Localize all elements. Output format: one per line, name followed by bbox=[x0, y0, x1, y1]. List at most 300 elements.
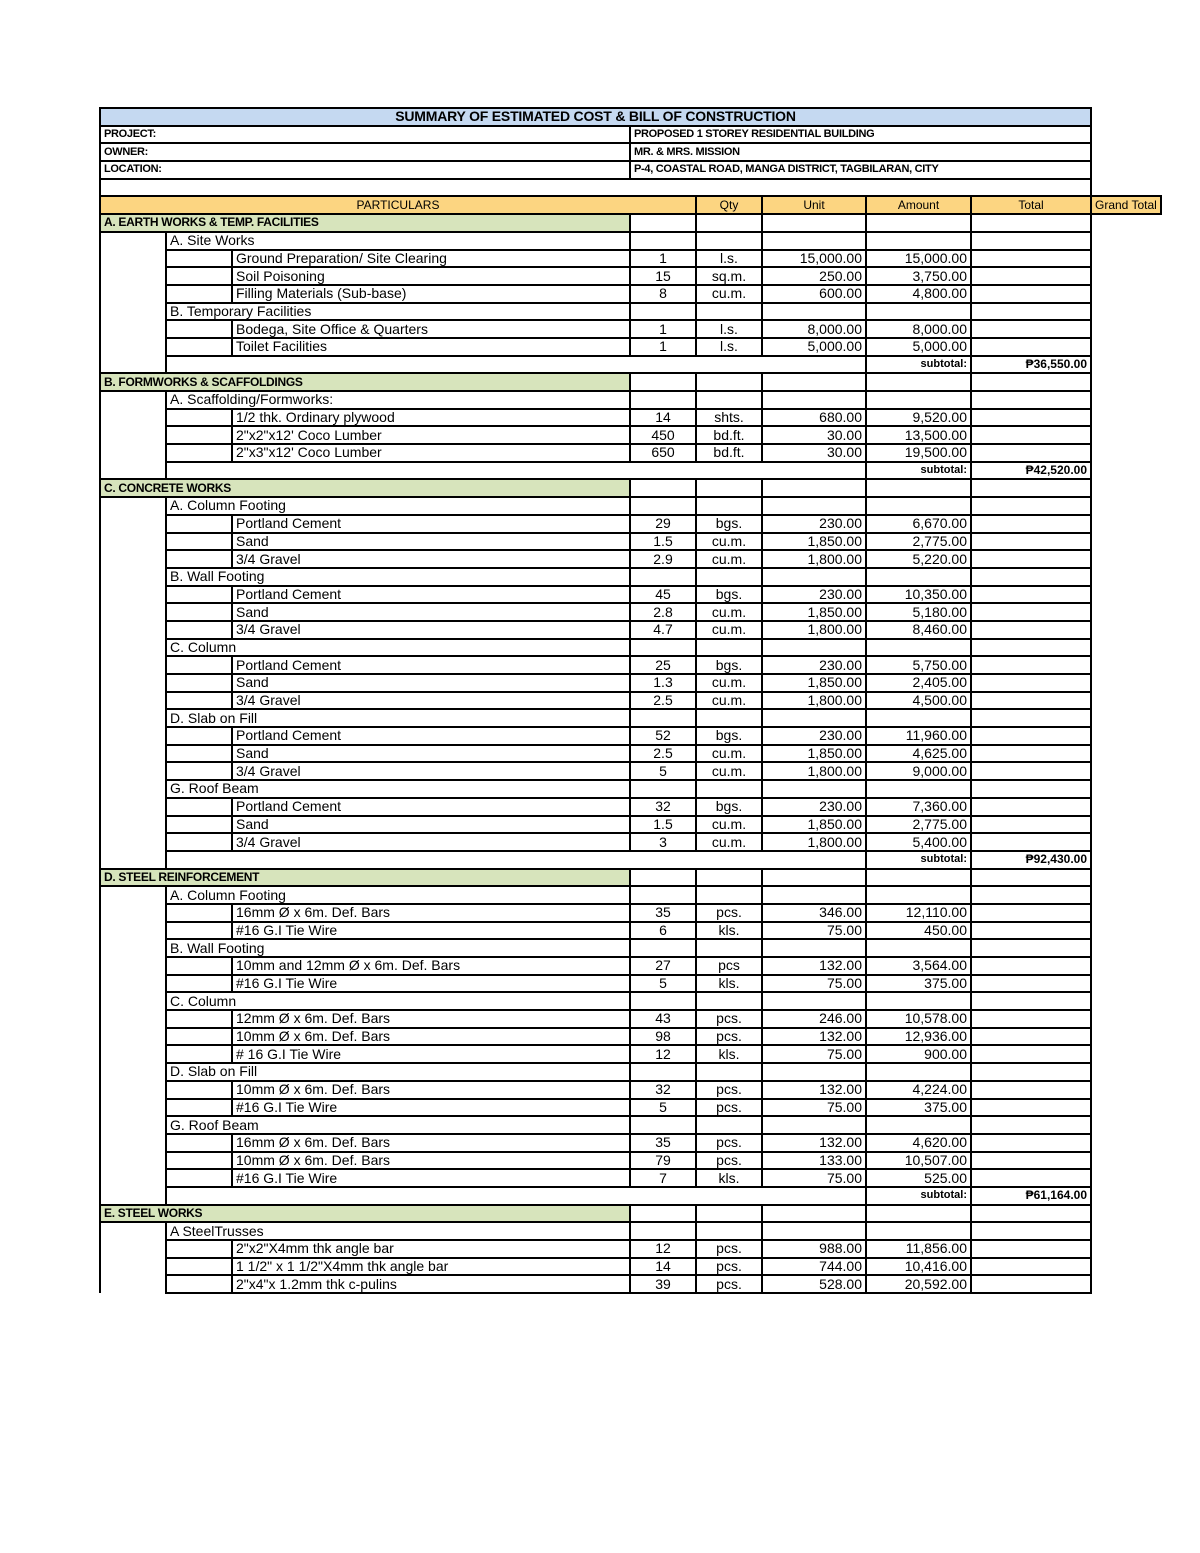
item-total: 20,592.00 bbox=[866, 1275, 971, 1293]
empty-cell bbox=[866, 1116, 971, 1134]
subtotal-row bbox=[100, 1187, 1161, 1205]
item-description: Toilet Facilities bbox=[232, 338, 630, 356]
empty-cell bbox=[696, 232, 762, 250]
empty-cell bbox=[971, 232, 1091, 250]
group-row bbox=[100, 1222, 1161, 1240]
empty-cell bbox=[696, 1116, 762, 1134]
item-total: 10,416.00 bbox=[866, 1258, 971, 1276]
item-unit: pcs. bbox=[696, 1028, 762, 1046]
indent-cell bbox=[166, 816, 232, 834]
item-amount: 230.00 bbox=[762, 798, 866, 816]
item-amount: 1,850.00 bbox=[762, 533, 866, 551]
indent-cell bbox=[166, 1152, 232, 1170]
item-amount: 132.00 bbox=[762, 1028, 866, 1046]
table-row bbox=[100, 550, 1161, 568]
item-description: 2"x2"X4mm thk angle bar bbox=[232, 1240, 630, 1258]
item-grand-total bbox=[971, 621, 1091, 639]
item-grand-total bbox=[971, 762, 1091, 780]
item-total: 4,500.00 bbox=[866, 692, 971, 710]
header-qty: Qty bbox=[696, 196, 762, 214]
empty-cell bbox=[696, 939, 762, 957]
indent-cell bbox=[100, 568, 166, 586]
item-qty: 14 bbox=[630, 409, 696, 427]
table-row bbox=[100, 798, 1161, 816]
item-amount: 1,800.00 bbox=[762, 762, 866, 780]
table-row bbox=[100, 833, 1161, 851]
item-unit: cu.m. bbox=[696, 692, 762, 710]
item-description: 2"x3"x12' Coco Lumber bbox=[232, 444, 630, 462]
indent-cell bbox=[100, 1169, 166, 1187]
item-qty: 12 bbox=[630, 1045, 696, 1063]
empty-cell bbox=[630, 568, 696, 586]
header-unit: Unit bbox=[762, 196, 866, 214]
item-qty: 35 bbox=[630, 904, 696, 922]
item-description: Portland Cement bbox=[232, 515, 630, 533]
item-grand-total bbox=[971, 656, 1091, 674]
empty-cell bbox=[630, 391, 696, 409]
indent-cell bbox=[166, 444, 232, 462]
item-amount: 1,850.00 bbox=[762, 816, 866, 834]
item-amount: 528.00 bbox=[762, 1275, 866, 1293]
empty-cell bbox=[630, 479, 696, 497]
owner-row bbox=[100, 143, 1161, 161]
item-description: Sand bbox=[232, 674, 630, 692]
indent-cell bbox=[166, 621, 232, 639]
item-grand-total bbox=[971, 1099, 1091, 1117]
item-grand-total bbox=[971, 798, 1091, 816]
empty-cell bbox=[866, 497, 971, 515]
item-qty: 32 bbox=[630, 1081, 696, 1099]
indent-cell bbox=[166, 1010, 232, 1028]
table-row bbox=[100, 1099, 1161, 1117]
indent-cell bbox=[100, 303, 166, 321]
item-amount: 1,850.00 bbox=[762, 674, 866, 692]
item-description: 2"x4"x 1.2mm thk c-pulins bbox=[232, 1275, 630, 1293]
item-grand-total bbox=[971, 957, 1091, 975]
empty-cell bbox=[762, 1205, 866, 1223]
subtotal-row bbox=[100, 851, 1161, 869]
item-amount: 1,800.00 bbox=[762, 621, 866, 639]
item-total: 8,460.00 bbox=[866, 621, 971, 639]
item-description: 2"x2"x12' Coco Lumber bbox=[232, 426, 630, 444]
item-total: 5,180.00 bbox=[866, 603, 971, 621]
sheet-title: SUMMARY OF ESTIMATED COST & BILL OF CONSTRUCTION bbox=[100, 108, 1091, 126]
indent-cell bbox=[100, 833, 166, 851]
indent-cell bbox=[100, 1134, 166, 1152]
item-description: Sand bbox=[232, 745, 630, 763]
indent-cell bbox=[166, 1134, 232, 1152]
indent-cell bbox=[100, 639, 166, 657]
group-row bbox=[100, 639, 1161, 657]
empty-cell bbox=[866, 886, 971, 904]
item-description: # 16 G.I Tie Wire bbox=[232, 1045, 630, 1063]
empty-cell bbox=[762, 709, 866, 727]
group-row bbox=[100, 709, 1161, 727]
empty-cell bbox=[696, 886, 762, 904]
item-description: #16 G.I Tie Wire bbox=[232, 922, 630, 940]
empty-cell bbox=[762, 479, 866, 497]
table-row bbox=[100, 586, 1161, 604]
item-qty: 1 bbox=[630, 320, 696, 338]
empty-cell bbox=[866, 780, 971, 798]
item-amount: 600.00 bbox=[762, 285, 866, 303]
empty-cell bbox=[971, 214, 1091, 232]
empty-cell bbox=[696, 992, 762, 1010]
empty-cell bbox=[762, 639, 866, 657]
item-description: #16 G.I Tie Wire bbox=[232, 975, 630, 993]
empty-cell bbox=[762, 568, 866, 586]
item-qty: 25 bbox=[630, 656, 696, 674]
indent-cell bbox=[166, 727, 232, 745]
empty-cell bbox=[630, 780, 696, 798]
item-total: 6,670.00 bbox=[866, 515, 971, 533]
table-row bbox=[100, 409, 1161, 427]
item-description: Bodega, Site Office & Quarters bbox=[232, 320, 630, 338]
table-row bbox=[100, 267, 1161, 285]
item-grand-total bbox=[971, 550, 1091, 568]
item-unit: cu.m. bbox=[696, 816, 762, 834]
item-unit: kls. bbox=[696, 1169, 762, 1187]
subtotal-label: subtotal: bbox=[866, 462, 971, 480]
empty-cell bbox=[866, 992, 971, 1010]
indent-cell bbox=[100, 780, 166, 798]
item-grand-total bbox=[971, 1152, 1091, 1170]
item-unit: l.s. bbox=[696, 338, 762, 356]
empty-cell bbox=[762, 214, 866, 232]
item-total: 15,000.00 bbox=[866, 250, 971, 268]
group-row bbox=[100, 391, 1161, 409]
item-total: 12,936.00 bbox=[866, 1028, 971, 1046]
empty-cell bbox=[762, 992, 866, 1010]
indent-cell bbox=[100, 1258, 166, 1276]
item-unit: l.s. bbox=[696, 250, 762, 268]
item-description: Portland Cement bbox=[232, 656, 630, 674]
empty-cell bbox=[866, 479, 971, 497]
group-name: A. Column Footing bbox=[166, 886, 630, 904]
empty-cell bbox=[696, 479, 762, 497]
indent-cell bbox=[100, 603, 166, 621]
indent-cell bbox=[100, 992, 166, 1010]
empty-cell bbox=[630, 497, 696, 515]
item-unit: cu.m. bbox=[696, 533, 762, 551]
item-grand-total bbox=[971, 320, 1091, 338]
item-total: 2,775.00 bbox=[866, 816, 971, 834]
item-total: 9,000.00 bbox=[866, 762, 971, 780]
empty-cell bbox=[971, 1222, 1091, 1240]
item-total: 7,360.00 bbox=[866, 798, 971, 816]
empty-cell bbox=[762, 373, 866, 391]
empty-cell bbox=[696, 497, 762, 515]
subtotal-label: subtotal: bbox=[866, 356, 971, 374]
item-description: 10mm Ø x 6m. Def. Bars bbox=[232, 1152, 630, 1170]
item-amount: 30.00 bbox=[762, 426, 866, 444]
indent-cell bbox=[100, 904, 166, 922]
header-grand-total: Grand Total bbox=[1091, 196, 1161, 214]
empty-cell bbox=[866, 373, 971, 391]
group-name: B. Wall Footing bbox=[166, 568, 630, 586]
item-qty: 3 bbox=[630, 833, 696, 851]
group-name: G. Roof Beam bbox=[166, 1116, 630, 1134]
table-row bbox=[100, 621, 1161, 639]
item-qty: 45 bbox=[630, 586, 696, 604]
section-name: C. CONCRETE WORKS bbox=[100, 479, 630, 497]
empty-cell bbox=[971, 497, 1091, 515]
item-qty: 1.3 bbox=[630, 674, 696, 692]
item-total: 8,000.00 bbox=[866, 320, 971, 338]
item-amount: 230.00 bbox=[762, 727, 866, 745]
indent-cell bbox=[100, 550, 166, 568]
item-grand-total bbox=[971, 515, 1091, 533]
indent-cell bbox=[166, 1240, 232, 1258]
indent-cell bbox=[100, 1222, 166, 1240]
table-row bbox=[100, 1240, 1161, 1258]
item-total: 5,000.00 bbox=[866, 338, 971, 356]
empty-cell bbox=[762, 939, 866, 957]
item-qty: 15 bbox=[630, 267, 696, 285]
empty-cell bbox=[866, 214, 971, 232]
item-amount: 75.00 bbox=[762, 1045, 866, 1063]
item-unit: l.s. bbox=[696, 320, 762, 338]
item-description: 16mm Ø x 6m. Def. Bars bbox=[232, 1134, 630, 1152]
item-qty: 2.5 bbox=[630, 692, 696, 710]
spacer-cell bbox=[100, 179, 1091, 197]
empty-cell bbox=[762, 303, 866, 321]
item-grand-total bbox=[971, 833, 1091, 851]
item-total: 2,405.00 bbox=[866, 674, 971, 692]
empty-cell bbox=[971, 1116, 1091, 1134]
header-particulars: PARTICULARS bbox=[100, 196, 696, 214]
empty-cell bbox=[971, 639, 1091, 657]
item-qty: 14 bbox=[630, 1258, 696, 1276]
empty-cell bbox=[762, 232, 866, 250]
item-total: 5,750.00 bbox=[866, 656, 971, 674]
indent-cell bbox=[100, 320, 166, 338]
subtotal-row bbox=[100, 462, 1161, 480]
item-grand-total bbox=[971, 409, 1091, 427]
group-name: B. Temporary Facilities bbox=[166, 303, 630, 321]
item-qty: 52 bbox=[630, 727, 696, 745]
item-qty: 8 bbox=[630, 285, 696, 303]
item-description: 10mm Ø x 6m. Def. Bars bbox=[232, 1081, 630, 1099]
item-amount: 680.00 bbox=[762, 409, 866, 427]
item-qty: 27 bbox=[630, 957, 696, 975]
item-qty: 1.5 bbox=[630, 816, 696, 834]
table-row bbox=[100, 674, 1161, 692]
item-description: Sand bbox=[232, 533, 630, 551]
item-qty: 1 bbox=[630, 338, 696, 356]
item-total: 10,578.00 bbox=[866, 1010, 971, 1028]
header-total: Total bbox=[971, 196, 1091, 214]
item-unit: pcs. bbox=[696, 1099, 762, 1117]
item-total: 9,520.00 bbox=[866, 409, 971, 427]
indent-cell bbox=[100, 444, 166, 462]
item-amount: 230.00 bbox=[762, 656, 866, 674]
group-row bbox=[100, 232, 1161, 250]
indent-cell bbox=[100, 1045, 166, 1063]
item-qty: 2.8 bbox=[630, 603, 696, 621]
item-qty: 12 bbox=[630, 1240, 696, 1258]
section-header-row bbox=[100, 869, 1161, 887]
indent-cell bbox=[100, 1028, 166, 1046]
item-total: 12,110.00 bbox=[866, 904, 971, 922]
subtotal-blank bbox=[166, 356, 866, 374]
indent-cell bbox=[166, 586, 232, 604]
empty-cell bbox=[971, 780, 1091, 798]
indent-cell bbox=[100, 1063, 166, 1081]
indent-cell bbox=[100, 621, 166, 639]
indent-cell bbox=[100, 285, 166, 303]
group-row bbox=[100, 780, 1161, 798]
item-grand-total bbox=[971, 692, 1091, 710]
indent-cell bbox=[100, 356, 166, 374]
item-unit: pcs. bbox=[696, 1240, 762, 1258]
item-unit: pcs. bbox=[696, 904, 762, 922]
item-grand-total bbox=[971, 674, 1091, 692]
indent-cell bbox=[100, 709, 166, 727]
indent-cell bbox=[166, 250, 232, 268]
item-description: Portland Cement bbox=[232, 727, 630, 745]
group-row bbox=[100, 992, 1161, 1010]
item-total: 525.00 bbox=[866, 1169, 971, 1187]
item-qty: 4.7 bbox=[630, 621, 696, 639]
indent-cell bbox=[166, 267, 232, 285]
item-unit: pcs. bbox=[696, 1134, 762, 1152]
item-qty: 2.9 bbox=[630, 550, 696, 568]
cost-estimate-table bbox=[99, 107, 1162, 1294]
item-grand-total bbox=[971, 586, 1091, 604]
empty-cell bbox=[866, 568, 971, 586]
table-row bbox=[100, 762, 1161, 780]
table-row bbox=[100, 1258, 1161, 1276]
empty-cell bbox=[630, 1116, 696, 1134]
indent-cell bbox=[166, 1081, 232, 1099]
empty-cell bbox=[696, 639, 762, 657]
empty-cell bbox=[866, 1205, 971, 1223]
item-unit: shts. bbox=[696, 409, 762, 427]
title-row bbox=[100, 108, 1161, 126]
item-grand-total bbox=[971, 426, 1091, 444]
group-name: D. Slab on Fill bbox=[166, 709, 630, 727]
subtotal-value: ₱42,520.00 bbox=[971, 462, 1091, 480]
indent-cell bbox=[100, 586, 166, 604]
item-total: 450.00 bbox=[866, 922, 971, 940]
empty-cell bbox=[866, 709, 971, 727]
indent-cell bbox=[100, 497, 166, 515]
item-description: Soil Poisoning bbox=[232, 267, 630, 285]
item-grand-total bbox=[971, 338, 1091, 356]
item-grand-total bbox=[971, 267, 1091, 285]
indent-cell bbox=[100, 1099, 166, 1117]
item-unit: pcs bbox=[696, 957, 762, 975]
item-qty: 5 bbox=[630, 762, 696, 780]
item-unit: pcs. bbox=[696, 1258, 762, 1276]
item-qty: 450 bbox=[630, 426, 696, 444]
indent-cell bbox=[100, 922, 166, 940]
item-grand-total bbox=[971, 444, 1091, 462]
indent-cell bbox=[100, 267, 166, 285]
item-total: 900.00 bbox=[866, 1045, 971, 1063]
item-grand-total bbox=[971, 533, 1091, 551]
group-row bbox=[100, 939, 1161, 957]
item-unit: cu.m. bbox=[696, 285, 762, 303]
section-name: A. EARTH WORKS & TEMP. FACILITIES bbox=[100, 214, 630, 232]
indent-cell bbox=[166, 762, 232, 780]
indent-cell bbox=[100, 426, 166, 444]
item-amount: 988.00 bbox=[762, 1240, 866, 1258]
item-grand-total bbox=[971, 1258, 1091, 1276]
empty-cell bbox=[630, 869, 696, 887]
table-row bbox=[100, 533, 1161, 551]
item-total: 4,620.00 bbox=[866, 1134, 971, 1152]
item-description: Ground Preparation/ Site Clearing bbox=[232, 250, 630, 268]
item-total: 5,400.00 bbox=[866, 833, 971, 851]
empty-cell bbox=[762, 780, 866, 798]
empty-cell bbox=[866, 303, 971, 321]
subtotal-label: subtotal: bbox=[866, 1187, 971, 1205]
item-total: 4,800.00 bbox=[866, 285, 971, 303]
table-row bbox=[100, 515, 1161, 533]
item-total: 375.00 bbox=[866, 975, 971, 993]
item-grand-total bbox=[971, 1045, 1091, 1063]
item-unit: sq.m. bbox=[696, 267, 762, 285]
indent-cell bbox=[100, 1275, 166, 1293]
item-description: 12mm Ø x 6m. Def. Bars bbox=[232, 1010, 630, 1028]
item-total: 11,960.00 bbox=[866, 727, 971, 745]
item-grand-total bbox=[971, 250, 1091, 268]
item-description: 10mm Ø x 6m. Def. Bars bbox=[232, 1028, 630, 1046]
group-name: A. Site Works bbox=[166, 232, 630, 250]
indent-cell bbox=[166, 285, 232, 303]
item-grand-total bbox=[971, 1240, 1091, 1258]
section-header-row bbox=[100, 373, 1161, 391]
indent-cell bbox=[100, 1010, 166, 1028]
item-grand-total bbox=[971, 727, 1091, 745]
spacer-row bbox=[100, 179, 1161, 197]
indent-cell bbox=[166, 603, 232, 621]
group-name: B. Wall Footing bbox=[166, 939, 630, 957]
section-header-row bbox=[100, 479, 1161, 497]
section-name: B. FORMWORKS & SCAFFOLDINGS bbox=[100, 373, 630, 391]
empty-cell bbox=[971, 373, 1091, 391]
indent-cell bbox=[100, 250, 166, 268]
indent-cell bbox=[166, 515, 232, 533]
item-grand-total bbox=[971, 975, 1091, 993]
empty-cell bbox=[971, 709, 1091, 727]
indent-cell bbox=[100, 1187, 166, 1205]
empty-cell bbox=[866, 1063, 971, 1081]
group-row bbox=[100, 497, 1161, 515]
indent-cell bbox=[166, 550, 232, 568]
empty-cell bbox=[630, 214, 696, 232]
empty-cell bbox=[971, 391, 1091, 409]
item-description: 1/2 thk. Ordinary plywood bbox=[232, 409, 630, 427]
owner-label: OWNER: bbox=[100, 143, 630, 161]
item-description: 3/4 Gravel bbox=[232, 833, 630, 851]
group-row bbox=[100, 568, 1161, 586]
empty-cell bbox=[971, 1205, 1091, 1223]
item-total: 3,750.00 bbox=[866, 267, 971, 285]
item-amount: 1,800.00 bbox=[762, 692, 866, 710]
indent-cell bbox=[100, 462, 166, 480]
table-row bbox=[100, 1010, 1161, 1028]
empty-cell bbox=[630, 1222, 696, 1240]
table-row bbox=[100, 1275, 1161, 1293]
empty-cell bbox=[630, 886, 696, 904]
table-row bbox=[100, 603, 1161, 621]
item-amount: 132.00 bbox=[762, 1081, 866, 1099]
item-amount: 133.00 bbox=[762, 1152, 866, 1170]
item-unit: bgs. bbox=[696, 515, 762, 533]
